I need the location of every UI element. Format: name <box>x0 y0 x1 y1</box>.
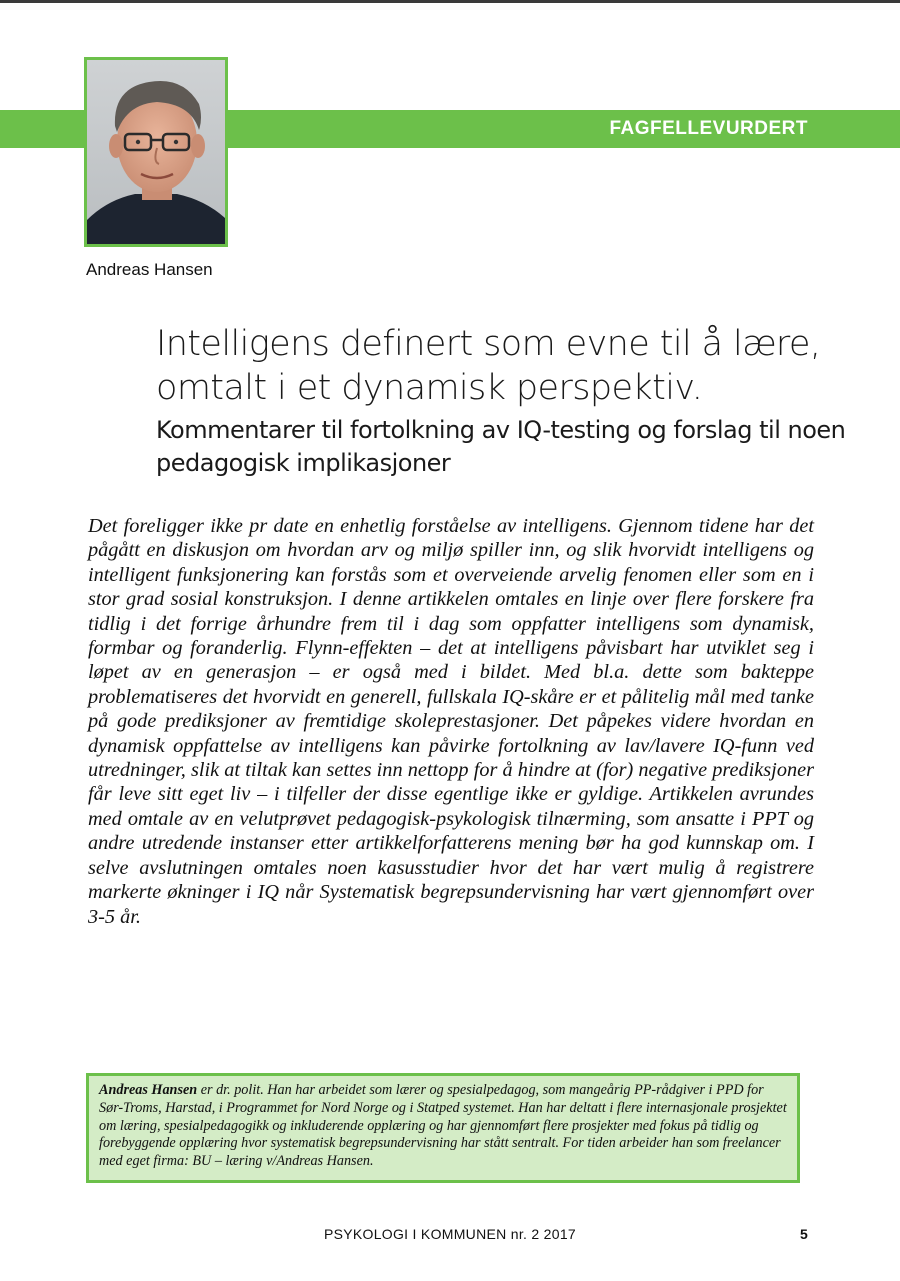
author-portrait-image <box>87 60 225 244</box>
section-label: FAGFELLEVURDERT <box>609 118 808 139</box>
bio-text: er dr. polit. Han har arbeidet som lærer og spesialpedagog, som mangeårig PP-rådgiver i PPD for Sør-Troms, Harstad, i Programmet for Nord Norge og i Statped systemet. Han har deltatt i flere internasjonale prosjektet om læring, spesialpedagogikk og inkluderende opplæring og har gjennomført flere prosjekter med fokus på tidlig og forebyggende opplæring hvor systematisk begrepsundervisning har stått sentralt. For tiden arbeider han som freelancer med eget firma: BU – læring v/Andreas Hansen. <box>99 1082 787 1170</box>
author-photo <box>84 57 228 247</box>
author-name: Andreas Hansen <box>86 260 213 279</box>
footer-journal: PSYKOLOGI I KOMMUNEN nr. 2 2017 <box>323 1226 577 1242</box>
page-number: 5 <box>800 1226 808 1242</box>
title-line-1: Intelligens definert som evne til å lære, <box>156 324 821 364</box>
title-line-2: omtalt i et dynamisk perspektiv. <box>156 368 703 408</box>
article-subtitle: Kommentarer til fortolkning av IQ-testing og forslag til noen pedagogisk implikasjoner <box>156 416 846 477</box>
bio-author-name: Andreas Hansen <box>99 1082 198 1098</box>
top-rule <box>0 0 900 3</box>
article-title <box>156 322 856 410</box>
article-abstract: Det foreligger ikke pr date en enhetlig forståelse av intelligens. Gjennom tidene har det pågått en diskusjon om hvordan arv og miljø spiller inn, og slik hvorvidt intelligens og intelligent funksjonering kan forstås som et overveiende arvelig fenomen eller som en i stor grad sosial konstruksjon. I denne artikkelen omtales en linje over flere forskere fra tidlig i det forrige århundre frem til i dag som oppfatter intelligens som dynamisk, formbar og foranderlig. Flynn-effekten – det at intelligens påvisbart har utviklet seg i løpet av en generasjon – er også med i bildet. Med bl.a. dette som bakteppe problematiseres det hvorvidt en generell, fullskala IQ-skåre er et pålitelig mål med tanke på gode prediksjoner av fremtidige skoleprestasjoner. Det påpekes videre hvordan en dynamisk oppfattelse av intelligens kan påvirke fortolkning av lav/lavere IQ-funn ved utredninger, slik at tiltak kan settes inn nettopp for å hindre at (for) negative prediksjoner får leve sitt eget liv – i tilfeller der disse egentlige ikke er gyldige. Artikkelen avrundes med omtale av en velutprøvet pedagogisk-psykologisk tilnærming, som ansatte i PPT og andre utredende instanser etter artikkelforfatterens mening bør ha god kunnskap om. I selve avslutningen omtales noen kasusstudier hvor det har vært mulig å registrere markerte økninger i IQ når Systematisk begrepsundervisning har vært gjennomført over 3-5 år. <box>88 515 814 928</box>
author-bio-box <box>86 1073 800 1183</box>
